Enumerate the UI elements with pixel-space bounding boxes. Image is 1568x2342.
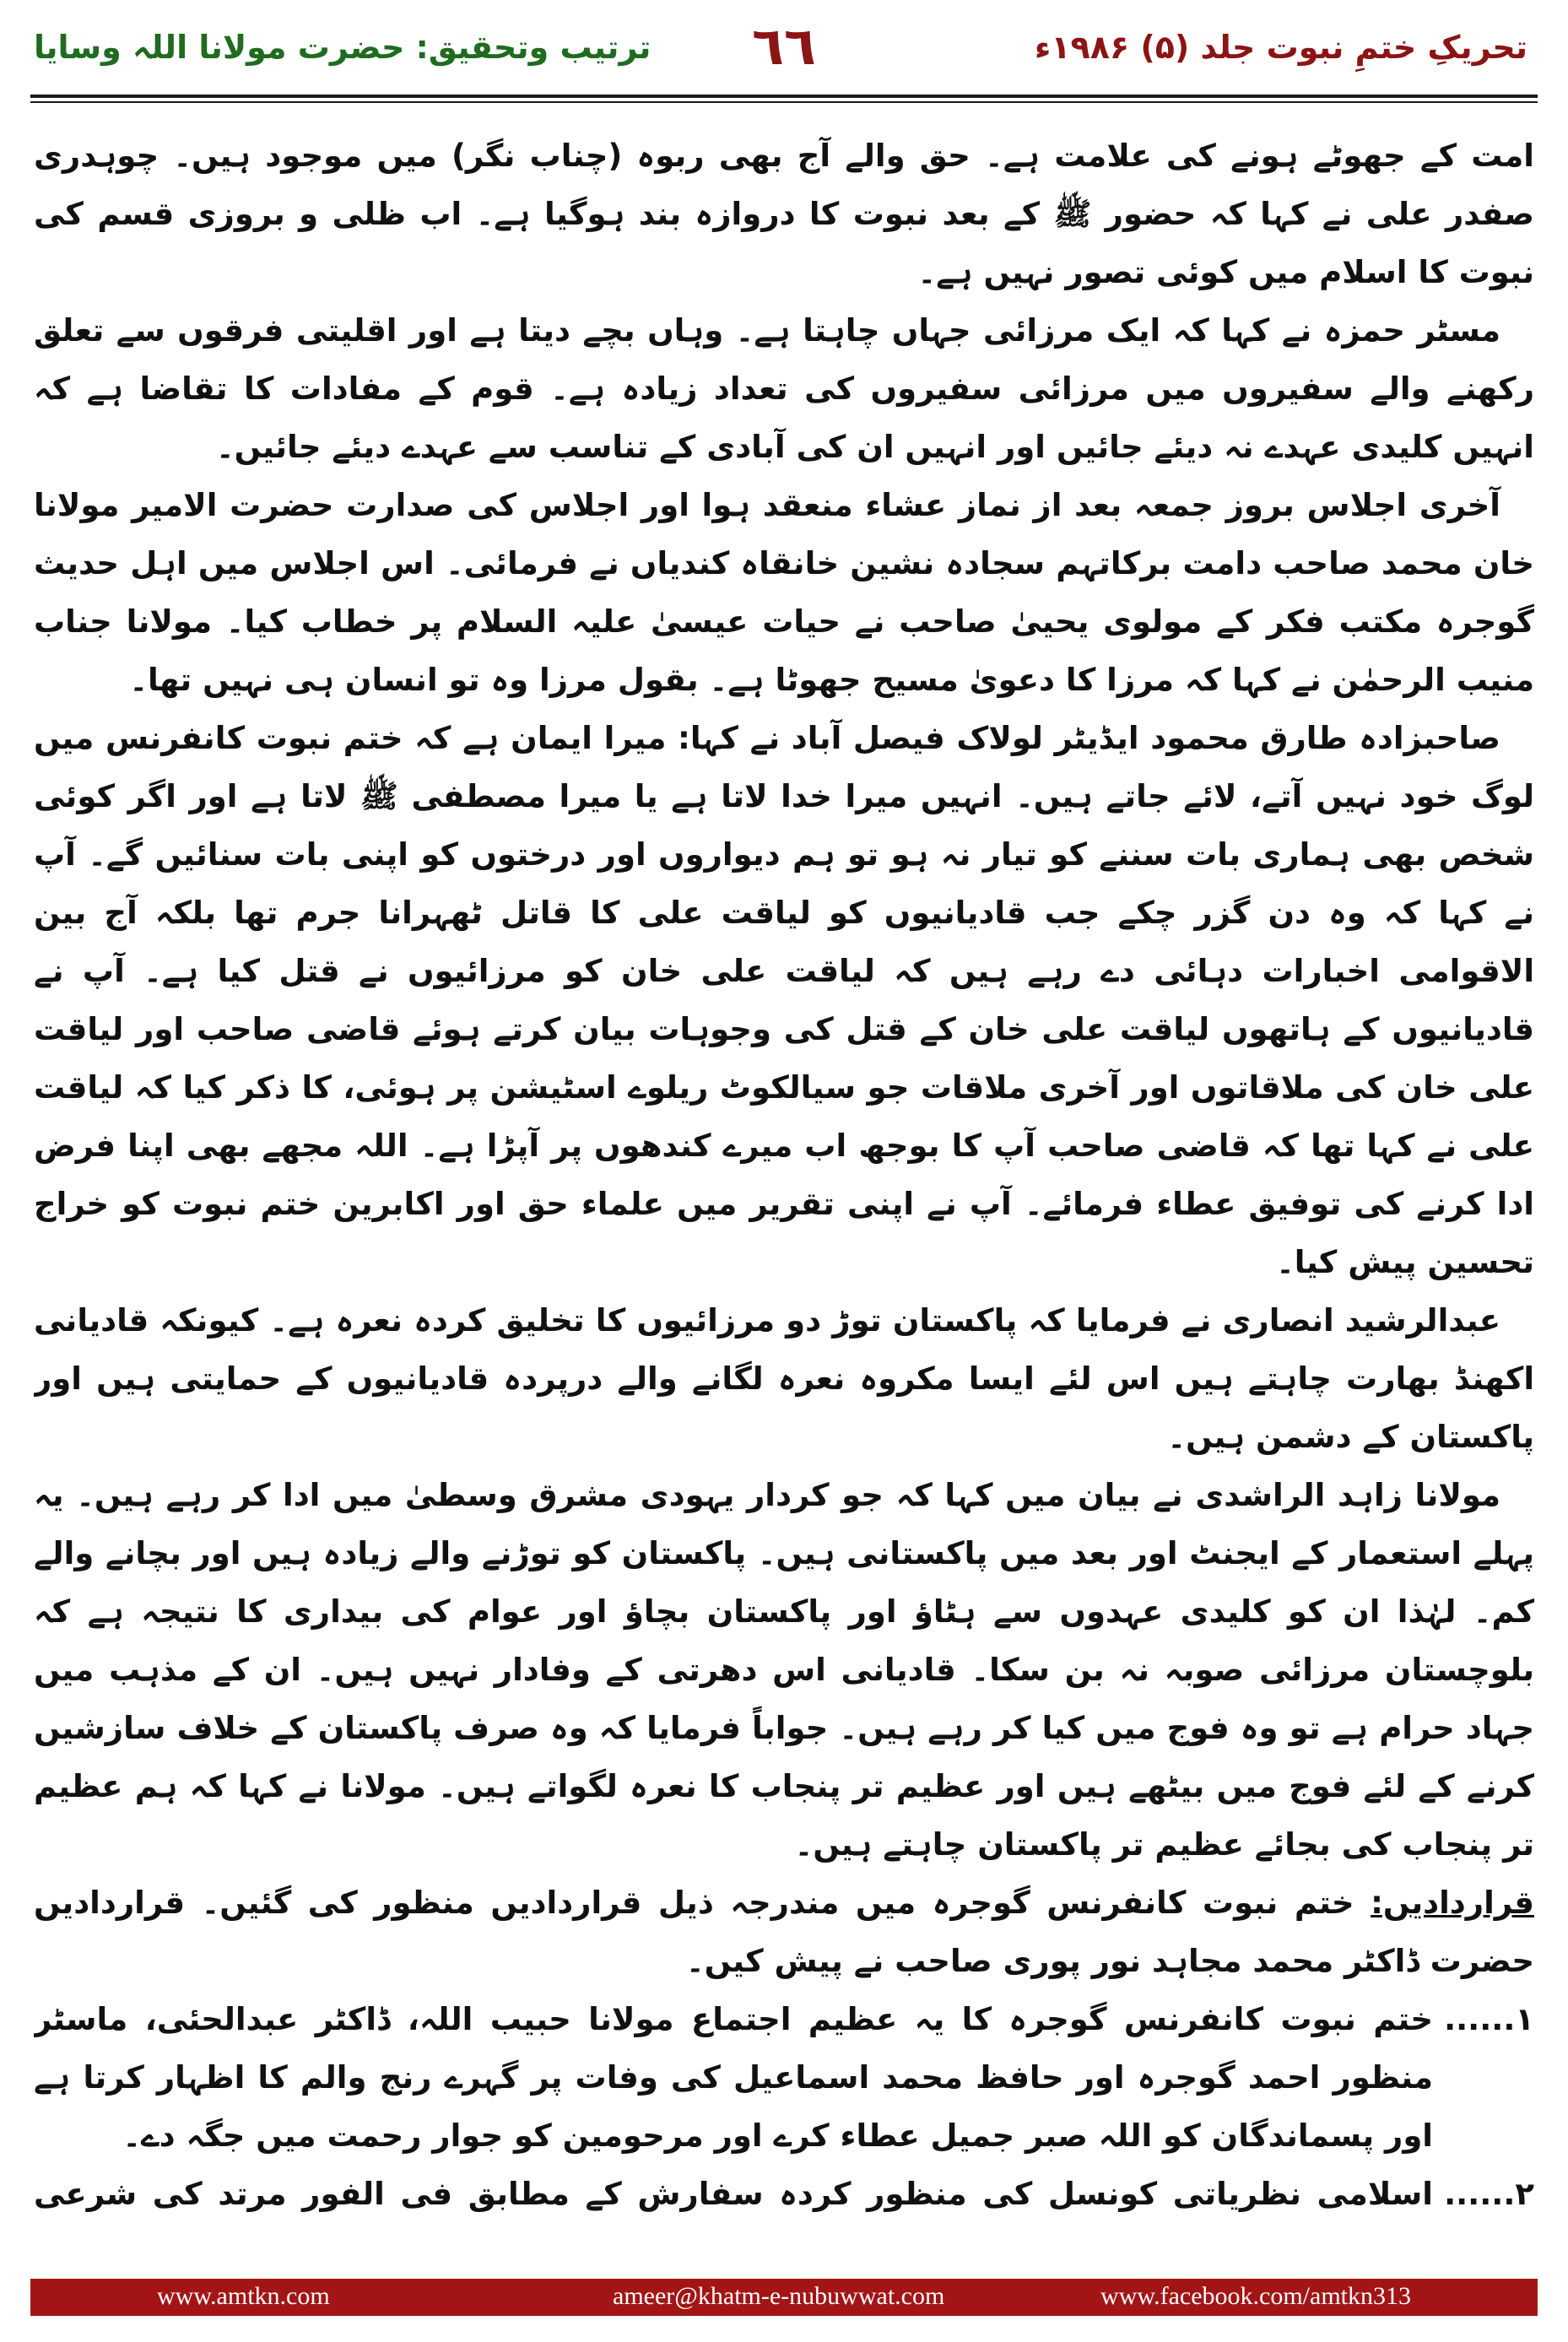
email-link[interactable]: ameer@khatm-e-nubuwwat.com bbox=[613, 2282, 945, 2310]
website-link[interactable]: www.amtkn.com bbox=[157, 2282, 330, 2310]
footer-bar bbox=[30, 2279, 1538, 2316]
compiler-credit: ترتیب وتحقیق: حضرت مولانا اللہ وسایا bbox=[34, 29, 652, 66]
page-header bbox=[0, 0, 1568, 100]
resolution-item bbox=[34, 1990, 1534, 2165]
resolution-number: ۱...... bbox=[1444, 2001, 1534, 2037]
paragraph: عبدالرشید انصاری نے فرمایا کہ پاکستان توڑ دو مرزائیوں کا تخلیق کردہ نعرہ ہے۔ کیونکہ قادیانی اکھنڈ بھارت چاہتے ہیں اس لئے ایسا مکروہ نعرہ لگانے والے درپردہ قادیانیوں کے حمایتی ہیں اور پاکستان کے دشمن ہیں۔ bbox=[34, 1302, 1534, 1455]
resolution-number: ۲...... bbox=[1444, 2176, 1534, 2212]
paragraph: مسٹر حمزہ نے کہا کہ ایک مرزائی جہاں چاہتا ہے۔ وہاں بچے دیتا ہے اور اقلیتی فرقوں سے تعلق رکھنے والے سفیروں میں مرزائی سفیروں کی تعداد زیادہ ہے۔ قوم کے مفادات کا تقاضا ہے کہ انہیں کلیدی عہدے نہ دیئے جائیں اور انہیں ان کی آبادی کے تناسب سے عہدے دیئے جائیں۔ bbox=[34, 312, 1534, 465]
resolutions-intro: ختم نبوت کانفرنس گوجرہ میں مندرجہ ذیل قراردادیں منظور کی گئیں۔ قراردادیں حضرت ڈاکٹر محمد مجاہد نور پوری صاحب نے پیش کیں۔ bbox=[34, 1885, 1534, 1979]
paragraph: صاحبزادہ طارق محمود ایڈیٹر لولاک فیصل آباد نے کہا: میرا ایمان ہے کہ ختم نبوت کانفرنس میں لوگ خود نہیں آتے، لائے جاتے ہیں۔ انہیں میرا خدا لاتا ہے یا میرا مصطفی ﷺ لاتا ہے اور اگر کوئی شخص بھی ہماری بات سننے کو تیار نہ ہو تو ہم دیواروں اور درختوں کو اپنی بات سنائیں گے۔ آپ نے کہا کہ وہ دن گزر چکے جب قادیانیوں کو لیاقت علی کا قاتل ٹھہرانا جرم تھا بلکہ آج بین الاقوامی اخبارات دہائی دے رہے ہیں کہ لیاقت علی خان کو مرزائیوں نے قتل کیا ہے۔ آپ نے قادیانیوں کے ہاتھوں لیاقت علی خان کے قتل کی وجوہات بیان کرتے ہوئے قاضی صاحب اور لیاقت علی خان کی ملاقاتوں اور آخری ملاقات جو سیالکوٹ ریلوے اسٹیشن پر ہوئی، کا ذکر کیا کہ لیاقت علی نے کہا تھا کہ قاضی صاحب آپ کا بوجھ اب میرے کندھوں پر آپڑا ہے۔ اللہ مجھے بھی اپنا فرض ادا کرنے کی توفیق عطاء فرمائے۔ آپ نے اپنی تقریر میں علماء حق اور اکابرین ختم نبوت کو خراج تحسین پیش کیا۔ bbox=[34, 720, 1534, 1280]
paragraph: مولانا زاہد الراشدی نے بیان میں کہا کہ جو کردار یہودی مشرق وسطیٰ میں ادا کر رہے ہیں۔ یہ پہلے استعمار کے ایجنٹ اور بعد میں پاکستانی ہیں۔ پاکستان کو توڑنے والے زیادہ ہیں اور بچانے والے کم۔ لہٰذا ان کو کلیدی عہدوں سے ہٹاؤ اور پاکستان بچاؤ اور عوام کی بیداری کا نتیجہ ہے کہ بلوچستان مرزائی صوبہ نہ بن سکا۔ قادیانی اس دھرتی کے وفادار نہیں ہیں۔ ان کے مذہب میں جہاد حرام ہے تو وہ فوج میں کیا کر رہے ہیں۔ جواباً فرمایا کہ وہ صرف پاکستان کے خلاف سازشیں کرنے کے لئے فوج میں بیٹھے ہیں اور عظیم تر پنجاب کا نعرہ لگواتے ہیں۔ مولانا نے کہا کہ ہم عظیم تر پنجاب کی بجائے عظیم تر پاکستان چاہتے ہیں۔ bbox=[34, 1477, 1534, 1863]
resolution-text: ختم نبوت کانفرنس گوجرہ کا یہ عظیم اجتماع مولانا حبیب اللہ، ڈاکٹر عبدالحئی، ماسٹر منظور احمد گوجرہ اور حافظ محمد اسماعیل کی وفات پر گہرے رنج والم کا اظہار کرتا ہے اور پسماندگان کو اللہ صبر جمیل عطاء کرے اور مرحومین کو جوار رحمت میں جگہ دے۔ bbox=[34, 2001, 1433, 2154]
header-divider bbox=[30, 95, 1538, 103]
page-number: ٦٦ bbox=[752, 15, 816, 77]
resolutions-heading: قراردادیں: bbox=[1371, 1885, 1534, 1921]
book-title: تحریکِ ختمِ نبوت جلد (۵) ۱۹۸۶ء bbox=[1034, 29, 1527, 66]
page-body bbox=[34, 127, 1534, 2228]
paragraph: آخری اجلاس بروز جمعہ بعد از نماز عشاء منعقد ہوا اور اجلاس کی صدارت حضرت الامیر مولانا خان محمد صاحب دامت برکاتہم سجادہ نشین خانقاہ کندیاں نے فرمائی۔ اس اجلاس میں اہل حدیث گوجرہ مکتب فکر کے مولوی یحییٰ صاحب نے حیات عیسیٰ علیہ السلام پر خطاب کیا۔ مولانا جناب منیب الرحمٰن نے کہا کہ مرزا کا دعویٰ مسیح جھوٹا ہے۔ بقول مرزا وہ تو انسان ہی نہیں تھا۔ bbox=[34, 487, 1534, 698]
resolution-item bbox=[34, 2165, 1534, 2228]
paragraph: امت کے جھوٹے ہونے کی علامت ہے۔ حق والے آج بھی ربوہ (چناب نگر) میں موجود ہیں۔ چوہدری صفدر علی نے کہا کہ حضور ﷺ کے بعد نبوت کا دروازہ بند ہوگیا ہے۔ اب ظلی و بروزی قسم کی نبوت کا اسلام میں کوئی تصور نہیں ہے۔ bbox=[34, 138, 1534, 290]
resolutions-paragraph bbox=[34, 1874, 1534, 1990]
resolution-text: اسلامی نظریاتی کونسل کی منظور کردہ سفارش کے مطابق فی الفور مرتد کی شرعی bbox=[34, 2176, 1433, 2212]
facebook-link[interactable]: www.facebook.com/amtkn313 bbox=[1100, 2282, 1411, 2310]
